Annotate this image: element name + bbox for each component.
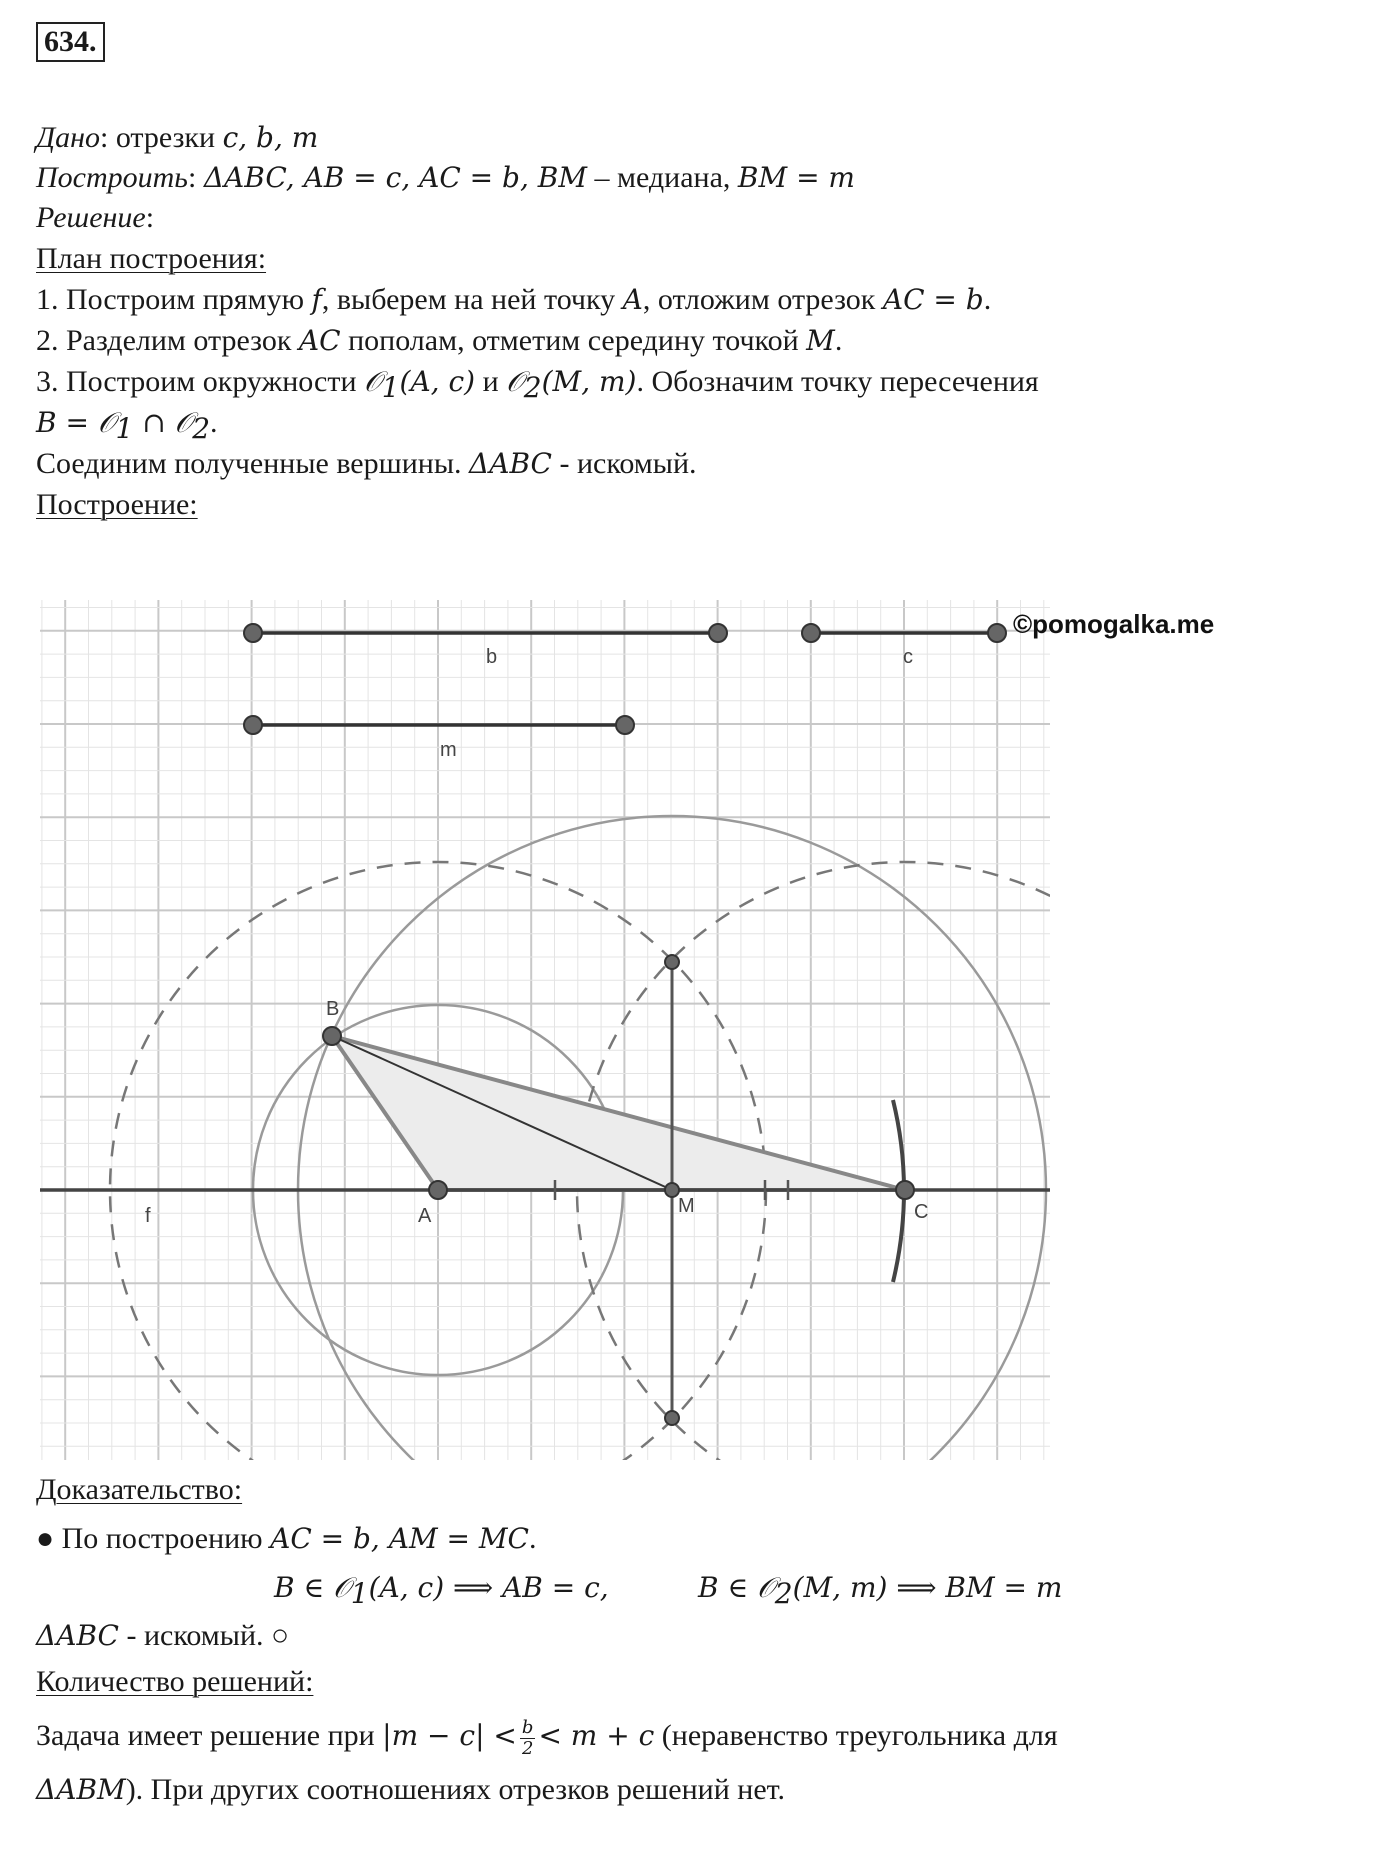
label-B: B bbox=[326, 998, 340, 1020]
step1-text-c: , отложим отрезок bbox=[642, 283, 883, 316]
proof-equation-2 bbox=[698, 1568, 1062, 1614]
given-label: Дано bbox=[36, 121, 100, 154]
proof-math: AC = b, AM = MC bbox=[270, 1522, 529, 1555]
construct-math-1: ΔABC, AB = c, AC = b, BM bbox=[203, 161, 587, 194]
construct-math-2: BM = m bbox=[737, 161, 855, 194]
step3-l2-end: . bbox=[210, 406, 218, 439]
given-text: : отрезки bbox=[99, 121, 223, 154]
proof-eq1-sub: 1 bbox=[350, 1577, 369, 1610]
result-line bbox=[36, 1616, 289, 1656]
construct-dash: – медиана, bbox=[587, 161, 738, 194]
grid bbox=[40, 600, 1050, 1460]
point-C bbox=[896, 1181, 914, 1199]
frac-den: 2 bbox=[521, 1737, 534, 1759]
label-C: C bbox=[914, 1201, 929, 1223]
proof-end: . bbox=[528, 1522, 537, 1555]
step3-l2-sub2: 2 bbox=[192, 412, 211, 445]
result-text: - искомый. ○ bbox=[118, 1619, 290, 1652]
connect-text-b: - искомый. bbox=[551, 447, 697, 480]
fraction-b-over-2 bbox=[520, 1718, 536, 1759]
plan-title: План построения: bbox=[36, 242, 267, 275]
step3-o2-sub: 2 bbox=[523, 371, 542, 404]
proof-eq2-sub: 2 bbox=[774, 1577, 793, 1610]
count-line-1 bbox=[36, 1716, 1058, 1759]
step1-end: . bbox=[983, 283, 992, 316]
step3-l2-a: B = 𝒪 bbox=[36, 406, 116, 439]
step3-l2-sub1: 1 bbox=[115, 412, 134, 445]
count-l2-math: ΔABM bbox=[36, 1773, 126, 1806]
label-f: f bbox=[145, 1205, 151, 1227]
step2-M: M bbox=[806, 324, 835, 357]
step3-o2-args: (M, m) bbox=[541, 365, 637, 398]
solution-label: Решение bbox=[36, 201, 146, 234]
frac-num: b bbox=[521, 1716, 534, 1738]
count-l2-text: ). При других соотношениях отрезков решений нет. bbox=[125, 1773, 785, 1806]
count-text-b: (неравенство треугольника для bbox=[654, 1719, 1058, 1752]
construction-title: Построение: bbox=[36, 488, 198, 521]
given-vars: c, b, m bbox=[222, 121, 319, 154]
label-b: b bbox=[486, 646, 498, 668]
proof-eq2: B ∈ 𝒪 bbox=[698, 1571, 775, 1604]
construct-label: Построить bbox=[36, 161, 188, 194]
step2-math: AC bbox=[298, 324, 341, 357]
proof-eq2-rest: (M, m) ⟹ BM = m bbox=[792, 1571, 1063, 1604]
count-math-1: |m − c| < bbox=[382, 1719, 517, 1752]
step1-text-b: , выберем на ней точку bbox=[321, 283, 623, 316]
step1-f: f bbox=[311, 283, 322, 316]
step3-l2-b: ∩ 𝒪 bbox=[133, 406, 193, 439]
point-b-start bbox=[244, 624, 262, 642]
proof-line bbox=[36, 1519, 536, 1559]
proof-text: По построению bbox=[54, 1522, 271, 1555]
point-A bbox=[429, 1181, 447, 1199]
point-b-end bbox=[709, 624, 727, 642]
problem-number: 634. bbox=[36, 22, 105, 62]
solution-colon: : bbox=[145, 201, 155, 234]
step3-o2: 𝒪 bbox=[506, 365, 524, 398]
step2-end: . bbox=[834, 324, 843, 357]
point-bottom-intersection bbox=[665, 1411, 679, 1425]
point-top-intersection bbox=[665, 955, 679, 969]
count-line-2 bbox=[36, 1770, 785, 1810]
count-title: Количество решений: bbox=[36, 1665, 314, 1698]
step2-text-a: 2. Разделим отрезок bbox=[36, 324, 299, 357]
step1-math: AC = b bbox=[882, 283, 984, 316]
count-text-a: Задача имеет решение при bbox=[36, 1719, 383, 1752]
proof-bullet: ● bbox=[36, 1522, 55, 1555]
step2-text-b: пополам, отметим середину точкой bbox=[340, 324, 807, 357]
point-m-start bbox=[244, 716, 262, 734]
point-M bbox=[665, 1183, 679, 1197]
connect-math: ΔABC bbox=[469, 447, 552, 480]
point-c-start bbox=[802, 624, 820, 642]
point-m-end bbox=[616, 716, 634, 734]
count-math-2: < m + c bbox=[538, 1719, 655, 1752]
construct-colon: : bbox=[187, 161, 204, 194]
step1-A: A bbox=[622, 283, 643, 316]
watermark: ©pomogalka.me bbox=[1013, 609, 1215, 639]
step3-and: и bbox=[475, 365, 507, 398]
step3-o1: 𝒪 bbox=[364, 365, 382, 398]
proof-eq1: B ∈ 𝒪 bbox=[274, 1571, 351, 1604]
step3-text-b: . Обозначим точку пересечения bbox=[636, 365, 1039, 398]
connect-text-a: Соединим полученные вершины. bbox=[36, 447, 469, 480]
result-math: ΔABC bbox=[36, 1619, 119, 1652]
label-M: M bbox=[678, 1195, 695, 1217]
point-c-end bbox=[988, 624, 1006, 642]
step3-o1-args: (A, c) bbox=[399, 365, 476, 398]
step3-o1-sub: 1 bbox=[381, 371, 400, 404]
point-B bbox=[323, 1027, 341, 1045]
proof-equation-1 bbox=[274, 1568, 609, 1614]
label-c: c bbox=[903, 646, 913, 668]
label-m: m bbox=[440, 739, 457, 761]
proof-eq1-rest: (A, c) ⟹ AB = c, bbox=[368, 1571, 609, 1604]
step1-text-a: 1. Построим прямую bbox=[36, 283, 312, 316]
label-A: A bbox=[418, 1205, 432, 1227]
step3-text-a: 3. Построим окружности bbox=[36, 365, 365, 398]
proof-title: Доказательство: bbox=[36, 1473, 243, 1506]
